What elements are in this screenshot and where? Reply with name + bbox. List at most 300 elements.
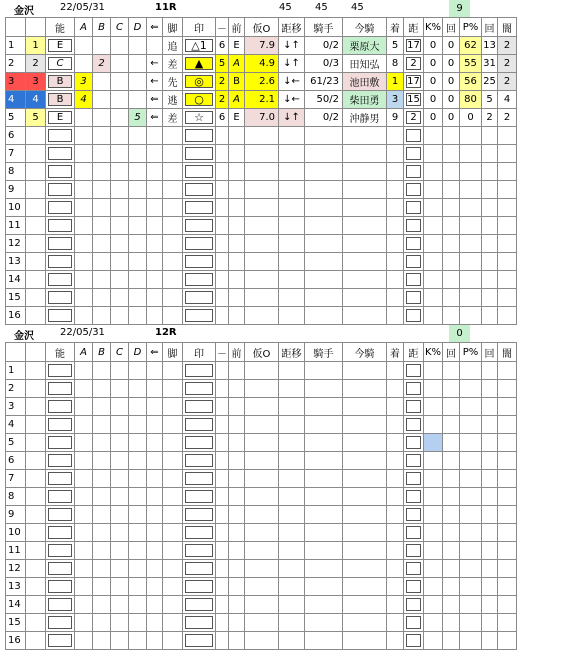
cell-mark-a[interactable] [75, 506, 93, 524]
cell-p-pct[interactable] [460, 253, 482, 271]
cell-arrow[interactable] [147, 398, 163, 416]
cell-ability[interactable] [46, 109, 75, 127]
cell-current-jockey[interactable] [343, 470, 387, 488]
cell-running-style[interactable]: 差 [163, 55, 183, 73]
cell-row-number[interactable]: 1 [6, 362, 26, 380]
cell-k-pct[interactable] [424, 181, 443, 199]
cell-running-style[interactable] [163, 127, 183, 145]
cell-prev[interactable]: B [229, 73, 245, 91]
cell-mark[interactable] [183, 307, 216, 325]
cell-tentative-odds[interactable] [245, 253, 279, 271]
cell-ability[interactable] [46, 253, 75, 271]
cell-count2[interactable] [482, 398, 498, 416]
cell-mark-a[interactable] [75, 488, 93, 506]
cell-dash[interactable] [216, 181, 229, 199]
cell-jockey-record[interactable] [305, 217, 343, 235]
cell-row-number[interactable]: 13 [6, 578, 26, 596]
cell-jockey-record[interactable] [305, 614, 343, 632]
cell-count[interactable] [443, 560, 460, 578]
cell-mark-b[interactable] [93, 632, 111, 650]
cell-gate[interactable] [26, 199, 46, 217]
cell-mark-a[interactable] [75, 542, 93, 560]
cell-ability[interactable] [46, 470, 75, 488]
column-header-finish[interactable]: 着 [387, 343, 404, 362]
cell-mark-b[interactable] [93, 524, 111, 542]
cell-distance[interactable] [404, 614, 424, 632]
cell-ability[interactable] [46, 289, 75, 307]
cell-prev[interactable] [229, 380, 245, 398]
cell-count[interactable] [443, 271, 460, 289]
cell-mark-c[interactable] [111, 488, 129, 506]
cell-jockey-record[interactable] [305, 362, 343, 380]
cell-dark[interactable] [498, 434, 517, 452]
cell-mark-b[interactable] [93, 181, 111, 199]
cell-count[interactable] [443, 217, 460, 235]
cell-dash[interactable] [216, 127, 229, 145]
cell-running-style[interactable] [163, 145, 183, 163]
cell-arrow[interactable] [147, 380, 163, 398]
cell-count2[interactable] [482, 380, 498, 398]
cell-finish[interactable] [387, 127, 404, 145]
cell-dash[interactable] [216, 163, 229, 181]
cell-distance-change[interactable] [279, 434, 305, 452]
cell-ability[interactable] [46, 37, 75, 55]
cell-k-pct[interactable] [424, 235, 443, 253]
cell-count[interactable] [443, 596, 460, 614]
cell-dash[interactable]: 6 [216, 109, 229, 127]
cell-dash[interactable] [216, 632, 229, 650]
cell-k-pct[interactable] [424, 307, 443, 325]
cell-count[interactable] [443, 524, 460, 542]
cell-jockey-record[interactable] [305, 145, 343, 163]
cell-mark-a[interactable] [75, 145, 93, 163]
cell-running-style[interactable] [163, 199, 183, 217]
column-header-mark-a[interactable]: A [75, 343, 93, 362]
cell-k-pct[interactable] [424, 452, 443, 470]
column-header-gate[interactable] [26, 18, 46, 37]
cell-tentative-odds[interactable] [245, 380, 279, 398]
column-header-running-style[interactable]: 脚 [163, 343, 183, 362]
cell-count2[interactable] [482, 614, 498, 632]
cell-row-number[interactable]: 12 [6, 235, 26, 253]
cell-finish[interactable]: 9 [387, 109, 404, 127]
cell-dark[interactable] [498, 307, 517, 325]
cell-prev[interactable] [229, 416, 245, 434]
cell-gate[interactable] [26, 145, 46, 163]
cell-dark[interactable] [498, 181, 517, 199]
cell-current-jockey[interactable] [343, 181, 387, 199]
cell-count[interactable] [443, 307, 460, 325]
cell-jockey-record[interactable] [305, 271, 343, 289]
cell-mark-b[interactable] [93, 434, 111, 452]
cell-dash[interactable] [216, 307, 229, 325]
cell-ability[interactable] [46, 145, 75, 163]
cell-mark-a[interactable] [75, 127, 93, 145]
column-header-current-jockey[interactable]: 今騎 [343, 343, 387, 362]
cell-prev[interactable] [229, 235, 245, 253]
cell-gate[interactable]: 5 [26, 109, 46, 127]
cell-distance[interactable] [404, 73, 424, 91]
cell-distance[interactable] [404, 524, 424, 542]
cell-distance-change[interactable] [279, 380, 305, 398]
cell-distance-change[interactable] [279, 398, 305, 416]
cell-arrow[interactable] [147, 271, 163, 289]
cell-current-jockey[interactable] [343, 217, 387, 235]
cell-p-pct[interactable] [460, 398, 482, 416]
cell-current-jockey[interactable]: 田知弘 [343, 55, 387, 73]
cell-prev[interactable] [229, 217, 245, 235]
cell-row-number[interactable]: 7 [6, 470, 26, 488]
cell-p-pct[interactable] [460, 578, 482, 596]
cell-distance-change[interactable] [279, 560, 305, 578]
cell-dash[interactable] [216, 289, 229, 307]
cell-mark-b[interactable] [93, 542, 111, 560]
cell-mark-b[interactable] [93, 596, 111, 614]
cell-ability[interactable] [46, 596, 75, 614]
cell-arrow[interactable] [147, 434, 163, 452]
cell-arrow[interactable] [147, 163, 163, 181]
column-header-distance[interactable]: 距 [404, 18, 424, 37]
cell-mark-a[interactable] [75, 380, 93, 398]
cell-current-jockey[interactable] [343, 632, 387, 650]
cell-prev[interactable]: E [229, 109, 245, 127]
cell-arrow[interactable] [147, 127, 163, 145]
cell-mark-c[interactable] [111, 163, 129, 181]
cell-p-pct[interactable] [460, 488, 482, 506]
cell-finish[interactable] [387, 235, 404, 253]
cell-dark[interactable] [498, 614, 517, 632]
cell-mark-b[interactable] [93, 470, 111, 488]
cell-row-number[interactable]: 1 [6, 37, 26, 55]
cell-count2[interactable] [482, 452, 498, 470]
cell-running-style[interactable] [163, 416, 183, 434]
cell-mark-c[interactable] [111, 398, 129, 416]
cell-mark-b[interactable] [93, 127, 111, 145]
cell-current-jockey[interactable] [343, 416, 387, 434]
cell-jockey-record[interactable]: 61/23 [305, 73, 343, 91]
cell-finish[interactable]: 5 [387, 37, 404, 55]
cell-current-jockey[interactable] [343, 271, 387, 289]
cell-dash[interactable] [216, 416, 229, 434]
cell-ability[interactable] [46, 506, 75, 524]
cell-count2[interactable] [482, 253, 498, 271]
cell-tentative-odds[interactable] [245, 578, 279, 596]
cell-mark-b[interactable] [93, 253, 111, 271]
cell-count2[interactable] [482, 181, 498, 199]
cell-mark-d[interactable] [129, 632, 147, 650]
cell-distance[interactable] [404, 416, 424, 434]
cell-dash[interactable] [216, 217, 229, 235]
cell-current-jockey[interactable] [343, 145, 387, 163]
cell-prev[interactable]: E [229, 37, 245, 55]
cell-mark-a[interactable]: 4 [75, 91, 93, 109]
cell-ability[interactable] [46, 73, 75, 91]
cell-distance[interactable] [404, 307, 424, 325]
cell-ability[interactable] [46, 380, 75, 398]
cell-count[interactable]: 0 [443, 55, 460, 73]
cell-mark-d[interactable] [129, 235, 147, 253]
cell-mark-c[interactable] [111, 199, 129, 217]
column-header-count[interactable]: 回 [443, 343, 460, 362]
cell-finish[interactable] [387, 362, 404, 380]
cell-prev[interactable] [229, 127, 245, 145]
cell-jockey-record[interactable] [305, 163, 343, 181]
cell-k-pct[interactable] [424, 199, 443, 217]
cell-distance[interactable] [404, 596, 424, 614]
cell-gate[interactable]: 1 [26, 37, 46, 55]
cell-mark-d[interactable] [129, 289, 147, 307]
cell-gate[interactable] [26, 163, 46, 181]
cell-prev[interactable]: A [229, 91, 245, 109]
cell-arrow[interactable] [147, 632, 163, 650]
cell-count2[interactable] [482, 307, 498, 325]
cell-mark-d[interactable] [129, 398, 147, 416]
column-header-distance[interactable]: 距 [404, 343, 424, 362]
cell-finish[interactable] [387, 542, 404, 560]
cell-p-pct[interactable] [460, 596, 482, 614]
cell-count2[interactable] [482, 542, 498, 560]
cell-tentative-odds[interactable]: 7.0 [245, 109, 279, 127]
cell-p-pct[interactable] [460, 271, 482, 289]
cell-distance-change[interactable] [279, 362, 305, 380]
cell-mark[interactable] [183, 109, 216, 127]
cell-mark-b[interactable] [93, 145, 111, 163]
cell-arrow[interactable] [147, 596, 163, 614]
cell-k-pct[interactable] [424, 380, 443, 398]
cell-arrow[interactable] [147, 37, 163, 55]
cell-k-pct[interactable]: 0 [424, 37, 443, 55]
column-header-gate[interactable] [26, 343, 46, 362]
cell-dash[interactable] [216, 614, 229, 632]
cell-dark[interactable] [498, 488, 517, 506]
cell-distance-change[interactable] [279, 289, 305, 307]
cell-distance-change[interactable]: ↓← [279, 73, 305, 91]
cell-mark-d[interactable] [129, 488, 147, 506]
cell-tentative-odds[interactable] [245, 560, 279, 578]
cell-distance-change[interactable] [279, 452, 305, 470]
cell-row-number[interactable]: 3 [6, 398, 26, 416]
cell-mark-a[interactable] [75, 289, 93, 307]
cell-row-number[interactable]: 2 [6, 55, 26, 73]
cell-mark-d[interactable] [129, 560, 147, 578]
cell-arrow[interactable] [147, 524, 163, 542]
cell-count[interactable]: 0 [443, 109, 460, 127]
cell-p-pct[interactable]: 80 [460, 91, 482, 109]
cell-tentative-odds[interactable] [245, 542, 279, 560]
cell-running-style[interactable] [163, 217, 183, 235]
cell-current-jockey[interactable] [343, 127, 387, 145]
cell-ability[interactable] [46, 235, 75, 253]
cell-running-style[interactable] [163, 506, 183, 524]
cell-tentative-odds[interactable]: 2.1 [245, 91, 279, 109]
cell-row-number[interactable]: 16 [6, 307, 26, 325]
cell-dark[interactable] [498, 398, 517, 416]
cell-dark[interactable]: 4 [498, 91, 517, 109]
cell-distance[interactable] [404, 109, 424, 127]
cell-k-pct[interactable] [424, 524, 443, 542]
cell-prev[interactable] [229, 271, 245, 289]
cell-distance[interactable] [404, 55, 424, 73]
cell-arrow[interactable] [147, 452, 163, 470]
cell-current-jockey[interactable] [343, 488, 387, 506]
cell-ability[interactable] [46, 307, 75, 325]
cell-current-jockey[interactable] [343, 289, 387, 307]
cell-running-style[interactable] [163, 398, 183, 416]
cell-count2[interactable] [482, 434, 498, 452]
cell-distance[interactable] [404, 452, 424, 470]
cell-mark-a[interactable] [75, 307, 93, 325]
cell-mark-b[interactable] [93, 163, 111, 181]
cell-gate[interactable] [26, 470, 46, 488]
column-header-mark[interactable]: 印 [183, 343, 216, 362]
cell-current-jockey[interactable] [343, 434, 387, 452]
cell-mark-d[interactable] [129, 524, 147, 542]
cell-running-style[interactable] [163, 542, 183, 560]
cell-count2[interactable]: 31 [482, 55, 498, 73]
cell-prev[interactable] [229, 181, 245, 199]
cell-prev[interactable] [229, 362, 245, 380]
cell-mark[interactable] [183, 271, 216, 289]
cell-distance[interactable] [404, 91, 424, 109]
cell-row-number[interactable]: 14 [6, 271, 26, 289]
cell-tentative-odds[interactable] [245, 398, 279, 416]
cell-mark-d[interactable] [129, 163, 147, 181]
cell-row-number[interactable]: 9 [6, 181, 26, 199]
cell-arrow[interactable] [147, 470, 163, 488]
cell-current-jockey[interactable]: 柴田勇 [343, 91, 387, 109]
cell-row-number[interactable]: 12 [6, 560, 26, 578]
cell-mark-b[interactable] [93, 37, 111, 55]
cell-distance[interactable] [404, 217, 424, 235]
cell-ability[interactable] [46, 434, 75, 452]
cell-mark-b[interactable] [93, 235, 111, 253]
cell-p-pct[interactable]: 62 [460, 37, 482, 55]
cell-running-style[interactable] [163, 434, 183, 452]
cell-jockey-record[interactable] [305, 506, 343, 524]
cell-mark[interactable] [183, 91, 216, 109]
cell-count2[interactable] [482, 596, 498, 614]
cell-mark-a[interactable] [75, 235, 93, 253]
cell-ability[interactable] [46, 416, 75, 434]
cell-distance-change[interactable] [279, 235, 305, 253]
cell-prev[interactable] [229, 524, 245, 542]
cell-running-style[interactable] [163, 470, 183, 488]
cell-current-jockey[interactable] [343, 380, 387, 398]
cell-mark-c[interactable] [111, 235, 129, 253]
cell-running-style[interactable]: 逃 [163, 91, 183, 109]
cell-jockey-record[interactable] [305, 398, 343, 416]
cell-mark[interactable] [183, 217, 216, 235]
cell-dark[interactable]: 2 [498, 73, 517, 91]
cell-distance-change[interactable] [279, 578, 305, 596]
cell-distance[interactable] [404, 560, 424, 578]
cell-dark[interactable] [498, 199, 517, 217]
column-header-mark-b[interactable]: B [93, 343, 111, 362]
column-header-mark-c[interactable]: C [111, 18, 129, 37]
cell-mark-c[interactable] [111, 524, 129, 542]
cell-ability[interactable] [46, 488, 75, 506]
cell-k-pct[interactable] [424, 632, 443, 650]
cell-dark[interactable] [498, 596, 517, 614]
cell-count2[interactable] [482, 488, 498, 506]
cell-mark-b[interactable] [93, 560, 111, 578]
cell-k-pct[interactable] [424, 542, 443, 560]
cell-p-pct[interactable] [460, 145, 482, 163]
cell-mark-a[interactable] [75, 181, 93, 199]
cell-gate[interactable] [26, 307, 46, 325]
cell-count2[interactable] [482, 362, 498, 380]
cell-finish[interactable] [387, 307, 404, 325]
cell-prev[interactable] [229, 632, 245, 650]
cell-mark-d[interactable] [129, 73, 147, 91]
cell-count2[interactable] [482, 163, 498, 181]
cell-distance[interactable] [404, 398, 424, 416]
cell-tentative-odds[interactable] [245, 596, 279, 614]
cell-mark-c[interactable] [111, 434, 129, 452]
cell-current-jockey[interactable]: 栗原大 [343, 37, 387, 55]
cell-running-style[interactable] [163, 560, 183, 578]
cell-row-number[interactable]: 11 [6, 217, 26, 235]
cell-finish[interactable] [387, 632, 404, 650]
cell-mark[interactable] [183, 542, 216, 560]
cell-mark-d[interactable] [129, 127, 147, 145]
cell-dark[interactable] [498, 127, 517, 145]
cell-count[interactable] [443, 127, 460, 145]
cell-gate[interactable] [26, 253, 46, 271]
cell-mark-d[interactable] [129, 506, 147, 524]
cell-prev[interactable] [229, 614, 245, 632]
cell-current-jockey[interactable] [343, 614, 387, 632]
column-header-dash[interactable]: － [216, 343, 229, 362]
cell-arrow[interactable] [147, 217, 163, 235]
cell-mark-b[interactable] [93, 452, 111, 470]
cell-dark[interactable] [498, 253, 517, 271]
cell-count2[interactable]: 5 [482, 91, 498, 109]
cell-dark[interactable] [498, 217, 517, 235]
cell-gate[interactable]: 3 [26, 73, 46, 91]
cell-finish[interactable] [387, 289, 404, 307]
cell-prev[interactable] [229, 398, 245, 416]
cell-mark[interactable] [183, 235, 216, 253]
cell-row-number[interactable]: 6 [6, 127, 26, 145]
cell-arrow[interactable]: ⇐ [147, 109, 163, 127]
cell-dark[interactable] [498, 452, 517, 470]
cell-current-jockey[interactable] [343, 362, 387, 380]
cell-row-number[interactable]: 5 [6, 109, 26, 127]
cell-tentative-odds[interactable]: 7.9 [245, 37, 279, 55]
column-header-distance-change[interactable]: 距移 [279, 343, 305, 362]
cell-p-pct[interactable] [460, 127, 482, 145]
cell-dash[interactable] [216, 596, 229, 614]
cell-ability[interactable] [46, 398, 75, 416]
cell-jockey-record[interactable] [305, 542, 343, 560]
cell-mark[interactable] [183, 289, 216, 307]
cell-ability[interactable] [46, 632, 75, 650]
cell-tentative-odds[interactable] [245, 362, 279, 380]
cell-dark[interactable] [498, 271, 517, 289]
column-header-mark[interactable]: 印 [183, 18, 216, 37]
cell-mark-c[interactable] [111, 596, 129, 614]
cell-row-number[interactable]: 5 [6, 434, 26, 452]
cell-mark-c[interactable] [111, 632, 129, 650]
cell-arrow[interactable] [147, 181, 163, 199]
cell-current-jockey[interactable] [343, 163, 387, 181]
cell-ability[interactable] [46, 181, 75, 199]
cell-running-style[interactable] [163, 362, 183, 380]
cell-dash[interactable] [216, 362, 229, 380]
cell-finish[interactable] [387, 145, 404, 163]
cell-mark-b[interactable] [93, 398, 111, 416]
